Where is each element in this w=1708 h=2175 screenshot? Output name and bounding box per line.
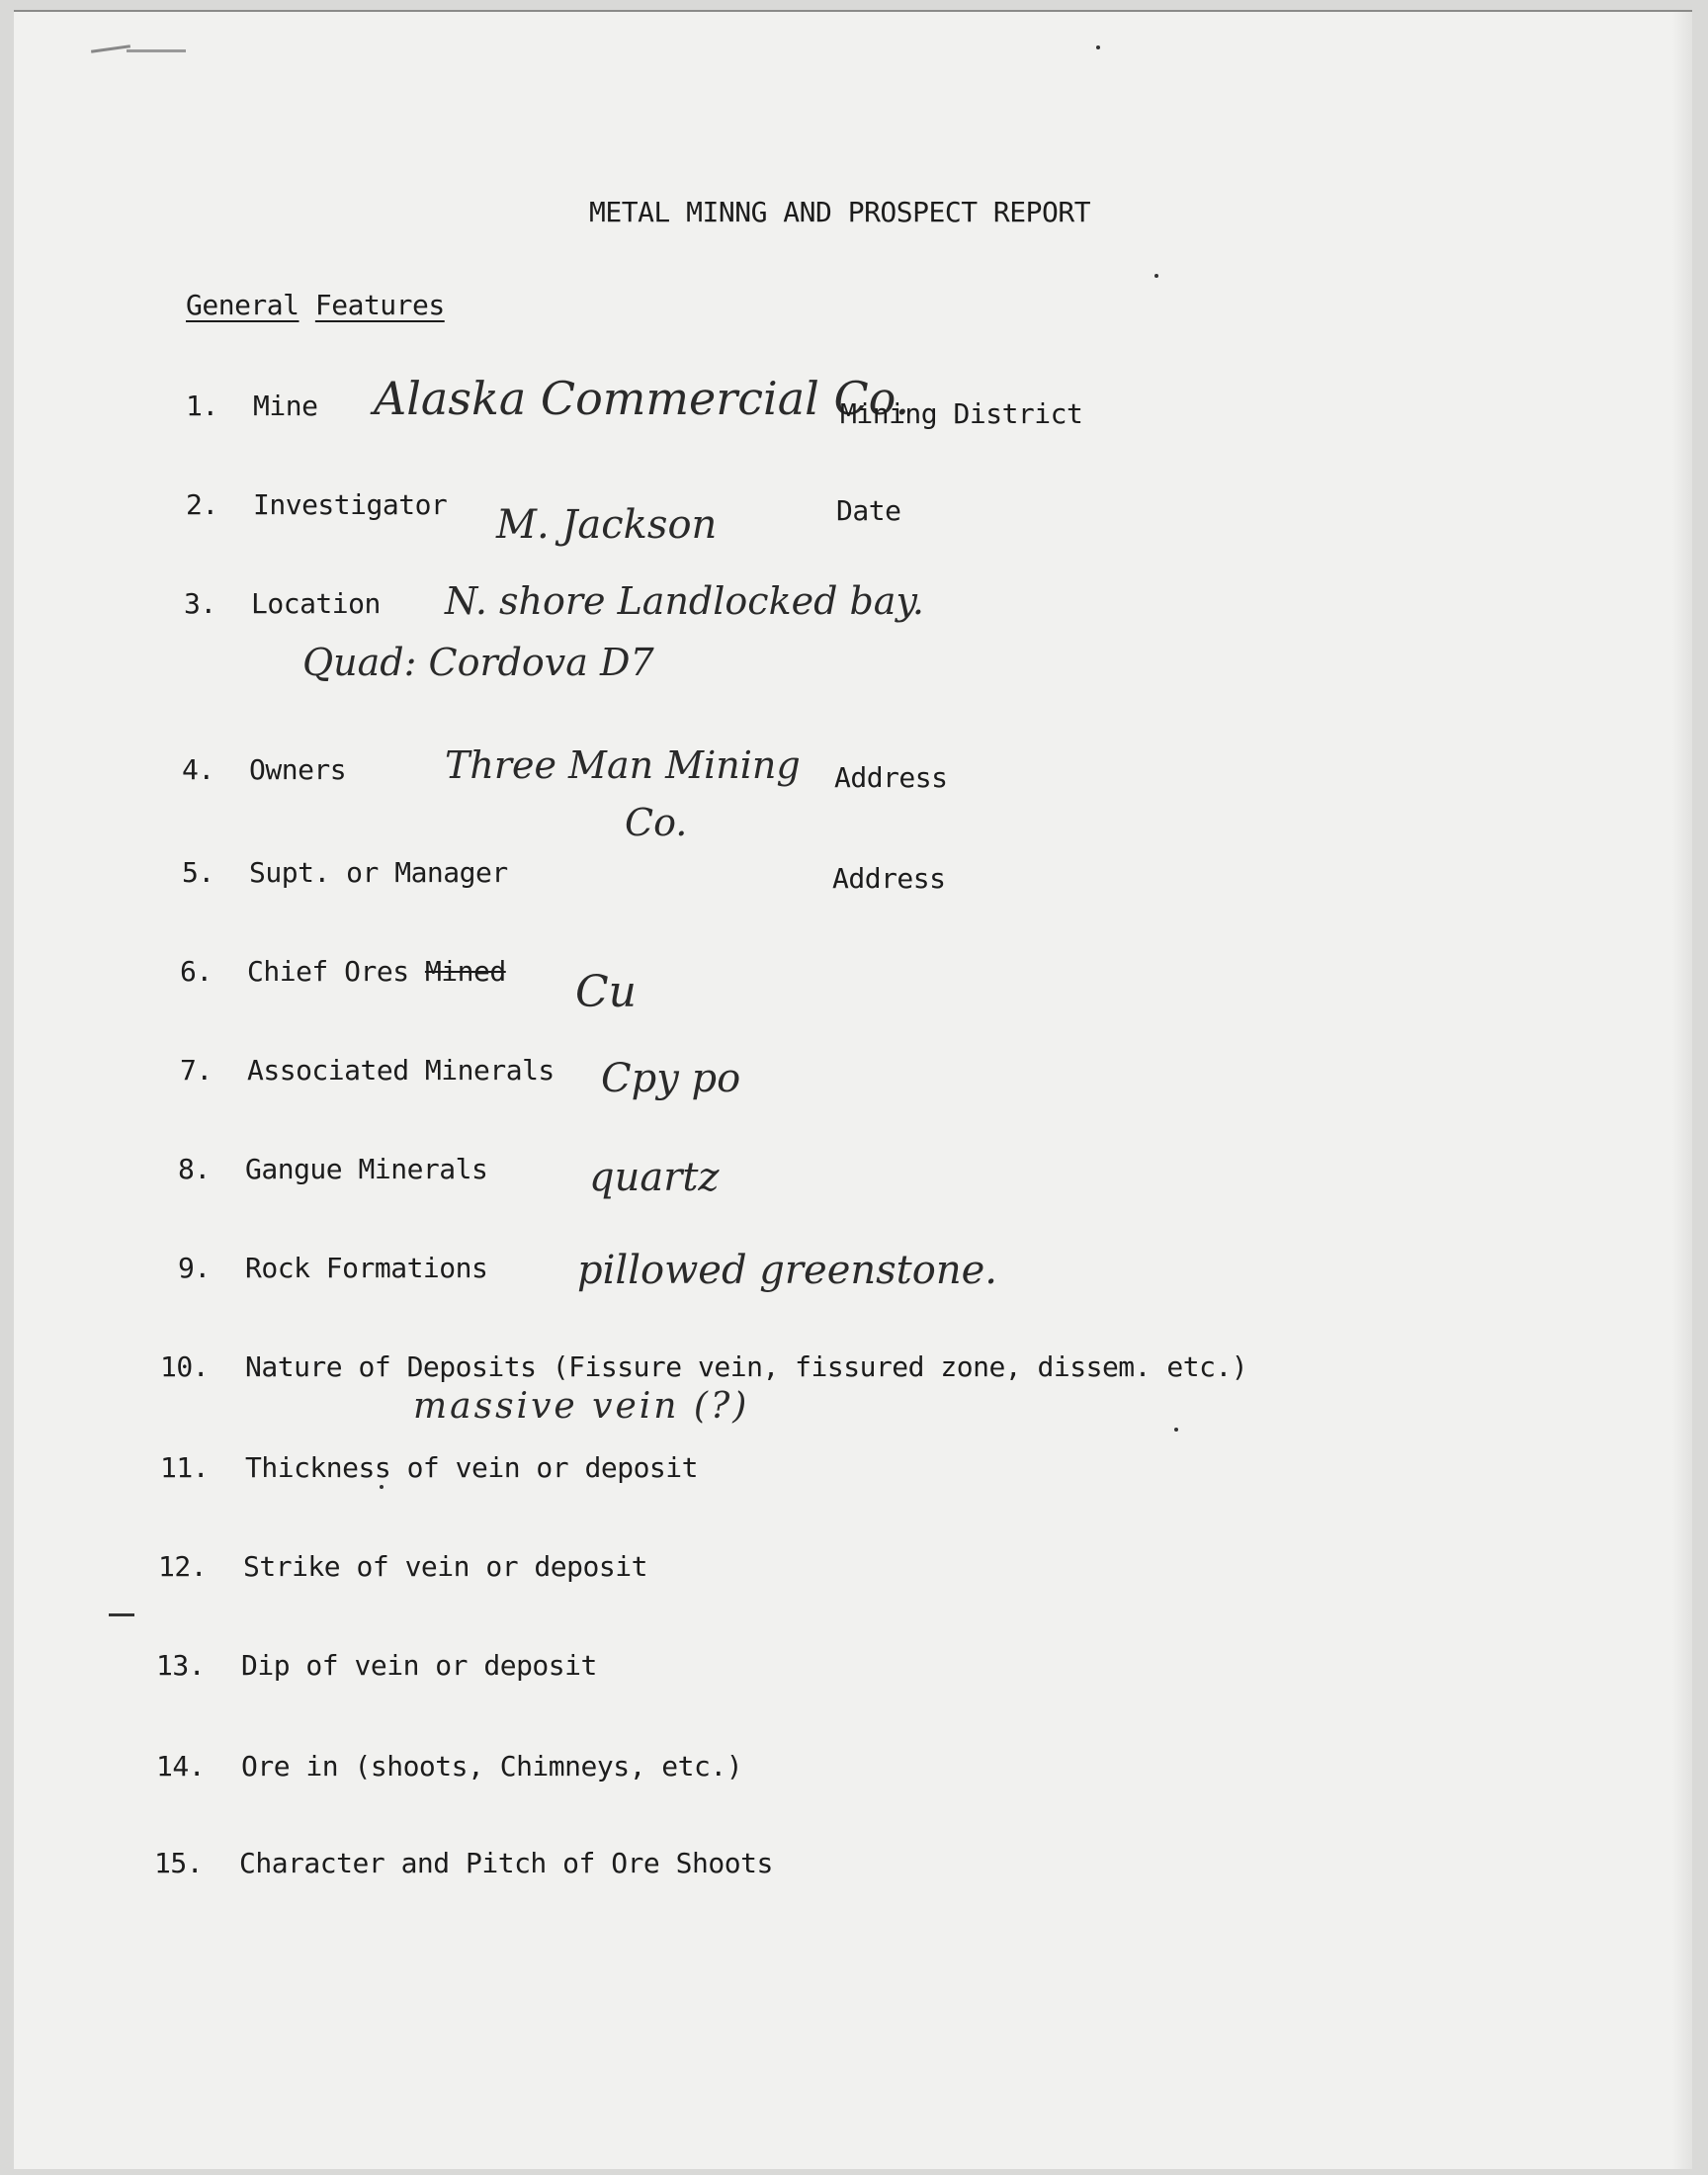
item-number: 11. [160, 1451, 210, 1484]
item-number: 5. [182, 856, 214, 889]
answer-chief-ores: Cu [575, 967, 638, 1017]
item-number: 3. [184, 587, 216, 620]
stray-dot-4 [380, 1485, 384, 1489]
item-label-manager-address: Address [832, 862, 946, 895]
item-number: 6. [180, 955, 213, 988]
corner-scan-mark-2 [127, 49, 186, 52]
stray-dot-2 [1154, 274, 1158, 278]
item-label-thickness: Thickness of vein or deposit [245, 1451, 699, 1484]
section-heading [186, 289, 445, 321]
item-number: 8. [178, 1153, 211, 1185]
answer-location: N. shore Landlocked bay. [445, 579, 924, 623]
item-label-investigator: Investigator [253, 488, 448, 521]
item-label-gangue-minerals: Gangue Minerals [245, 1153, 488, 1185]
item-label-strike: Strike of vein or deposit [243, 1550, 647, 1583]
stray-dot-1 [1096, 45, 1100, 49]
item-label-chief-ores-text: Chief Ores [247, 955, 409, 988]
answer-location-quad: Quad: Cordova D7 [302, 641, 654, 684]
item-number: 1. [186, 390, 218, 422]
item-number: 7. [180, 1054, 213, 1087]
answer-owners: Three Man Mining [445, 743, 801, 787]
item-label-associated-minerals: Associated Minerals [247, 1054, 555, 1087]
answer-owners-line2: Co. [625, 801, 688, 844]
report-page [14, 10, 1692, 2169]
item-label-owners: Owners [249, 753, 347, 786]
item-label-struck-word: Mined [424, 955, 506, 988]
answer-investigator: M. Jackson [496, 502, 718, 548]
answer-rock-formations: pillowed greenstone. [577, 1248, 997, 1293]
item-number: 4. [182, 753, 214, 786]
margin-dash-mark [109, 1613, 134, 1616]
item-label-mining-district: Mining District [840, 397, 1083, 430]
item-label-ore-in: Ore in (shoots, Chimneys, etc.) [241, 1750, 743, 1783]
item-label-location: Location [251, 587, 381, 620]
item-label-owners-address: Address [834, 761, 948, 794]
item-number: 13. [156, 1649, 206, 1682]
item-number: 10. [160, 1350, 210, 1383]
report-title: METAL MINNG AND PROSPECT REPORT [589, 196, 1091, 228]
answer-nature-of-deposits: massive vein (?) [413, 1386, 750, 1427]
answer-mine: Alaska Commercial Co. [374, 372, 910, 425]
section-heading-word-1: General [186, 289, 299, 321]
item-label-ore-shoots: Character and Pitch of Ore Shoots [239, 1847, 773, 1879]
item-label-nature-of-deposits: Nature of Deposits (Fissure vein, fissured zone, dissem. etc.) [245, 1350, 1248, 1383]
stray-dot-3 [1174, 1428, 1178, 1432]
item-number: 12. [158, 1550, 208, 1583]
item-label-rock-formations: Rock Formations [245, 1252, 488, 1284]
item-label-manager: Supt. or Manager [249, 856, 508, 889]
item-number: 9. [178, 1252, 211, 1284]
item-label-dip: Dip of vein or deposit [241, 1649, 597, 1682]
answer-gangue-minerals: quartz [589, 1155, 720, 1200]
section-heading-word-2: Features [314, 289, 445, 321]
item-number: 15. [154, 1847, 204, 1879]
item-label-date: Date [836, 494, 901, 527]
item-number: 2. [186, 488, 218, 521]
page-edge-shadow [1672, 12, 1692, 2169]
item-label-mine: Mine [253, 390, 318, 422]
item-label-chief-ores [247, 955, 506, 988]
answer-associated-minerals: Cpy po [601, 1056, 741, 1101]
item-number: 14. [156, 1750, 206, 1783]
